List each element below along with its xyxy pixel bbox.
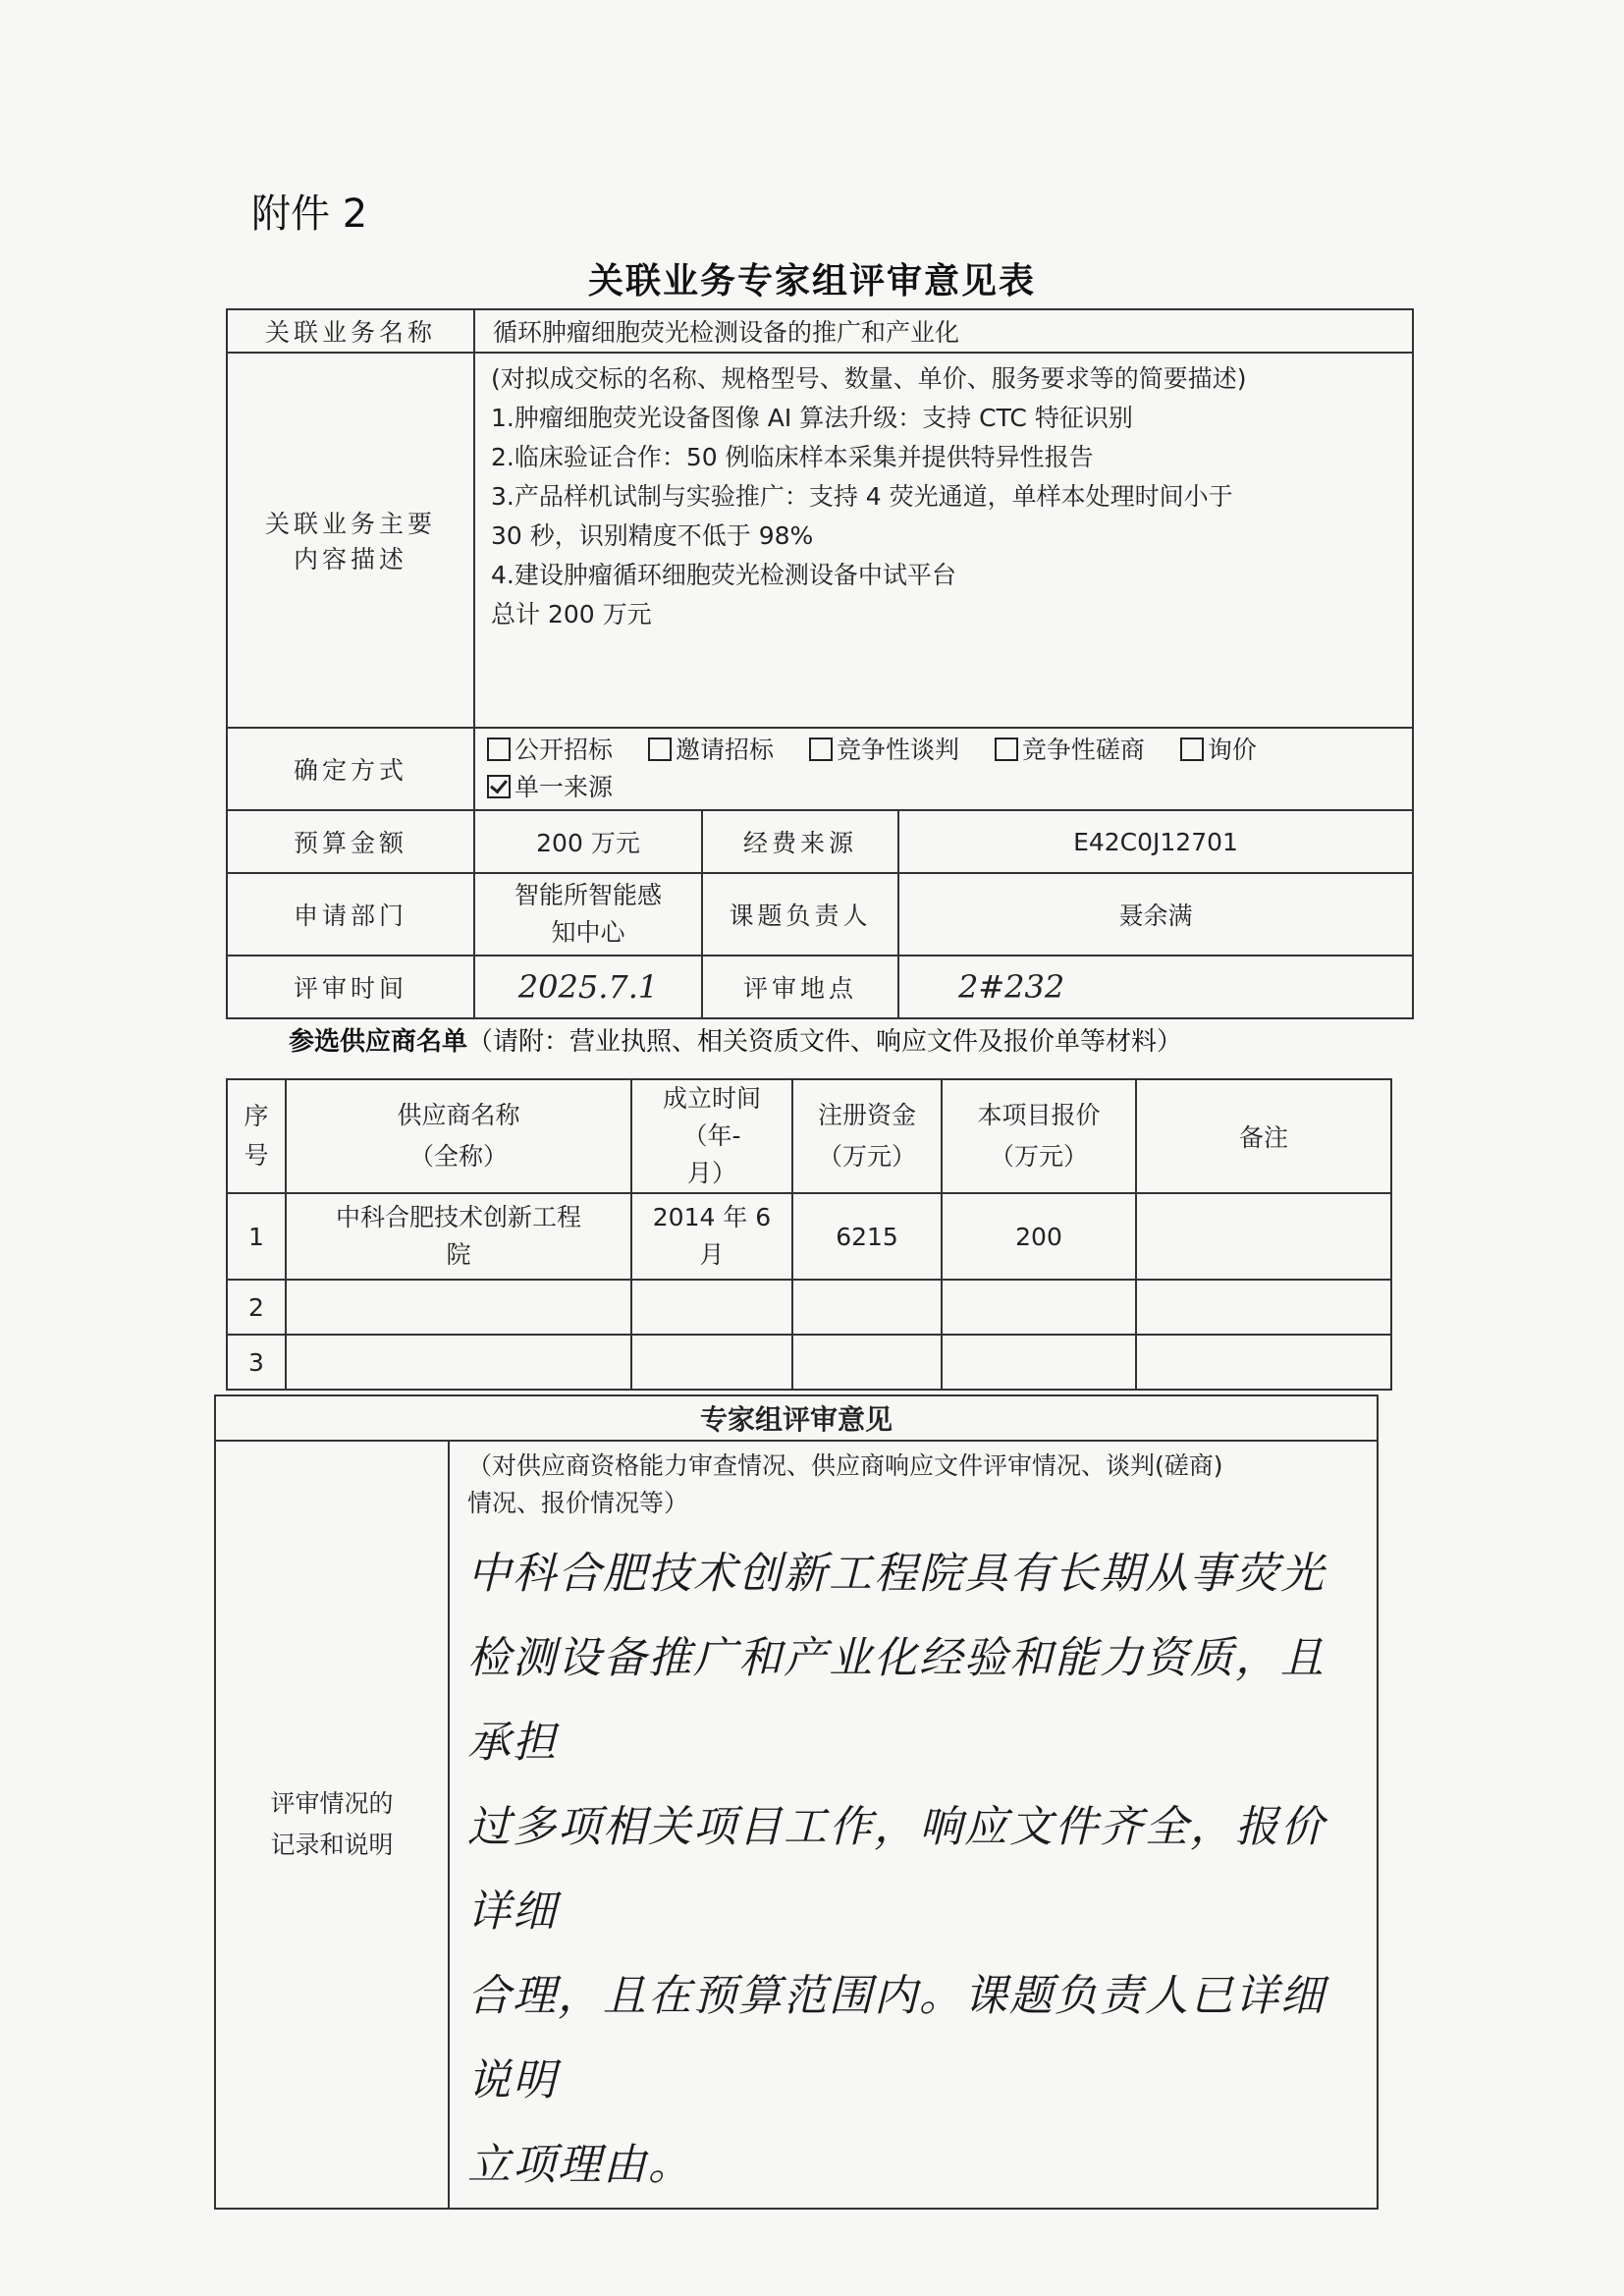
row-capital: [792, 1280, 942, 1335]
row-established: [631, 1280, 792, 1335]
table-row: [227, 1193, 1391, 1280]
expert-opinion-table: [214, 1394, 1379, 2210]
opinion-heading: 专家组评审意见: [215, 1395, 1378, 1441]
row-supplier-name: [286, 1280, 631, 1335]
review-time-label: 评审时间: [227, 956, 474, 1018]
checkbox[interactable]: [995, 738, 1018, 761]
row-supplier-name: [286, 1335, 631, 1390]
fund-source-label: 经费来源: [702, 810, 898, 873]
review-time-value: 2025.7.1: [474, 956, 702, 1018]
form-title: 关联业务专家组评审意见表: [587, 261, 1036, 301]
table-row: [227, 1280, 1391, 1335]
method-option[interactable]: 竞争性磋商: [995, 732, 1145, 769]
opinion-hint: （对供应商资格能力审查情况、供应商响应文件评审情况、谈判(磋商) 情况、报价情况等）: [467, 1451, 1223, 1517]
budget-value: 200 万元: [474, 810, 702, 873]
method-option[interactable]: 邀请招标: [648, 732, 774, 769]
checkbox[interactable]: [1180, 738, 1204, 761]
col-header-remark: 备注: [1136, 1079, 1391, 1193]
col-header-name: 供应商名称 （全称）: [286, 1079, 631, 1193]
content-line: 30 秒，识别精度不低于 98%: [491, 521, 814, 550]
attachment-label: 附件 2: [251, 191, 368, 237]
business-content-description: [474, 353, 1413, 728]
opinion-body: [449, 1441, 1378, 2209]
leader-value: 聂余满: [898, 873, 1413, 956]
content-line: 3.产品样机试制与实验推广：支持 4 荧光通道，单样本处理时间小于: [491, 482, 1233, 511]
method-option[interactable]: 竞争性谈判: [809, 732, 959, 769]
review-place-value: 2#232: [898, 956, 1413, 1018]
handwritten-opinion: 中科合肥技术创新工程院具有长期从事荧光 检测设备推广和产业化经验和能力资质，且承担 过多项相关项目工作，响应文件齐全，报价详细 合理，且在预算范围内。课题负责人已详细说明 立项理由。: [467, 1549, 1326, 2190]
review-place-label: 评审地点: [702, 956, 898, 1018]
row-price: [942, 1335, 1136, 1390]
checkbox[interactable]: [487, 738, 511, 761]
checkbox[interactable]: [809, 738, 833, 761]
content-line: 2.临床验证合作：50 例临床样本采集并提供特异性报告: [491, 443, 1094, 471]
leader-label: 课题负责人: [702, 873, 898, 956]
supplier-list-heading: 参选供应商名单（请附：营业执照、相关资质文件、响应文件及报价单等材料）: [289, 1027, 1183, 1057]
row-remark: [1136, 1335, 1391, 1390]
fund-source-value: E42C0J12701: [898, 810, 1413, 873]
row-remark: [1136, 1193, 1391, 1280]
content-line: 总计 200 万元: [491, 600, 652, 629]
row-supplier-name: 中科合肥技术创新工程 院: [286, 1193, 631, 1280]
supplier-table: [226, 1078, 1392, 1391]
method-option[interactable]: 询价: [1180, 732, 1257, 769]
row-capital: 6215: [792, 1193, 942, 1280]
budget-label: 预算金额: [227, 810, 474, 873]
checkbox-checked[interactable]: [487, 775, 511, 798]
row-price: 200: [942, 1193, 1136, 1280]
row-price: [942, 1280, 1136, 1335]
method-option-selected[interactable]: 单一来源: [487, 769, 613, 806]
row-established: 2014 年 6 月: [631, 1193, 792, 1280]
row-seq: 3: [227, 1335, 286, 1390]
method-label: 确定方式: [227, 728, 474, 810]
checkbox[interactable]: [648, 738, 672, 761]
business-name-label: 关联业务名称: [227, 309, 474, 353]
content-line: (对拟成交标的名称、规格型号、数量、单价、服务要求等的简要描述): [491, 364, 1247, 393]
method-option[interactable]: 公开招标: [487, 732, 613, 769]
dept-value: 智能所智能感 知中心: [474, 873, 702, 956]
row-remark: [1136, 1280, 1391, 1335]
opinion-label: 评审情况的 记录和说明: [215, 1441, 449, 2209]
method-options: [474, 728, 1413, 810]
col-header-price: 本项目报价 （万元）: [942, 1079, 1136, 1193]
business-content-label: 关联业务主要 内容描述: [227, 353, 474, 728]
business-name-value: 循环肿瘤细胞荧光检测设备的推广和产业化: [474, 309, 1413, 353]
business-info-table: [226, 308, 1414, 1019]
row-capital: [792, 1335, 942, 1390]
col-header-capital: 注册资金 （万元）: [792, 1079, 942, 1193]
table-row: [227, 1335, 1391, 1390]
content-line: 4.建设肿瘤循环细胞荧光检测设备中试平台: [491, 561, 956, 589]
content-line: 1.肿瘤细胞荧光设备图像 AI 算法升级：支持 CTC 特征识别: [491, 404, 1133, 432]
col-header-seq: 序 号: [227, 1079, 286, 1193]
row-established: [631, 1335, 792, 1390]
row-seq: 2: [227, 1280, 286, 1335]
col-header-established: 成立时间 （年- 月）: [631, 1079, 792, 1193]
row-seq: 1: [227, 1193, 286, 1280]
dept-label: 申请部门: [227, 873, 474, 956]
